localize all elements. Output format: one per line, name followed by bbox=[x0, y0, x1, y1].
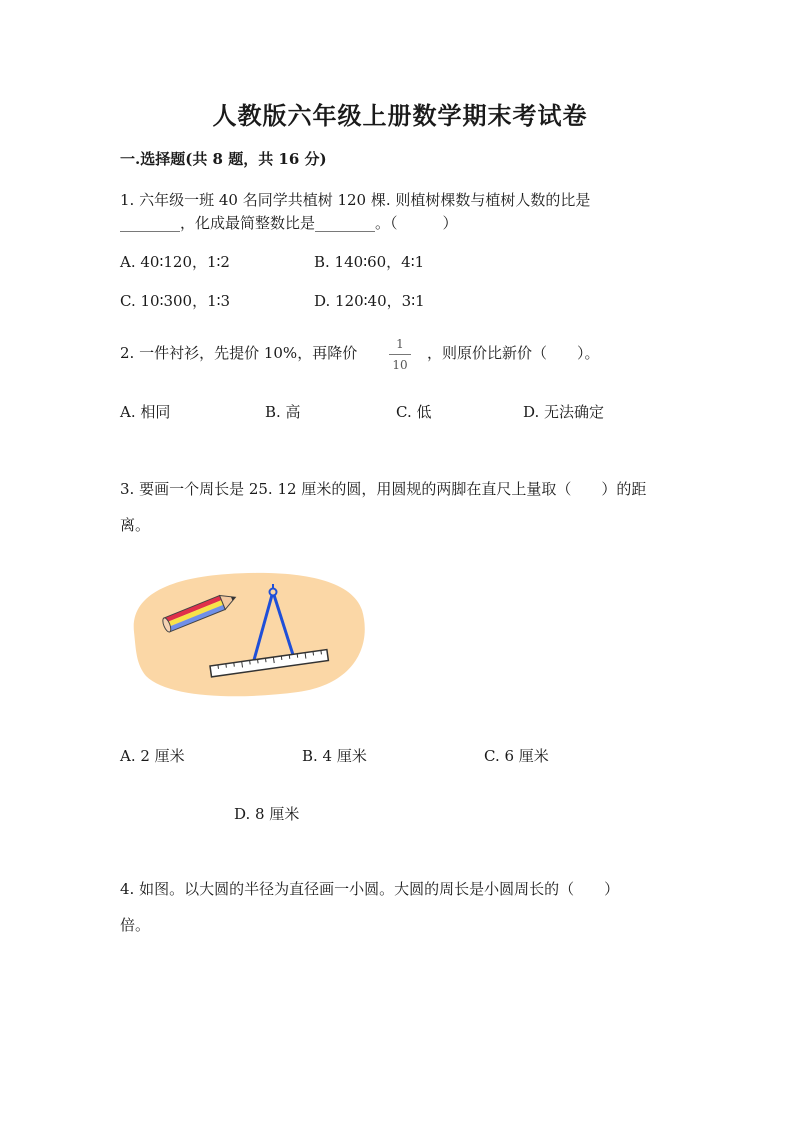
q3-option-d: D. 8 厘米 bbox=[234, 805, 300, 823]
figure-background-blob bbox=[134, 573, 365, 696]
question-1-text-cont: ________，化成最简整数比是________。（ ） bbox=[120, 214, 458, 232]
q3-option-c: C. 6 厘米 bbox=[484, 747, 549, 765]
q2-option-c: C. 低 bbox=[396, 403, 432, 421]
q2-option-b: B. 高 bbox=[265, 403, 301, 421]
question-4-text: 4. 如图。以大圆的半径为直径画一小圆。大圆的周长是小圆周长的（ ） bbox=[120, 880, 620, 898]
q1-option-a: A. 40∶120，1∶2 bbox=[120, 253, 230, 271]
fraction-bar bbox=[389, 354, 411, 355]
q1-option-d: D. 120∶40，3∶1 bbox=[314, 292, 425, 310]
q1-option-b: B. 140∶60，4∶1 bbox=[314, 253, 425, 271]
q3-option-b: B. 4 厘米 bbox=[302, 747, 367, 765]
section-heading: 一.选择题(共 8 题，共 16 分) bbox=[120, 150, 327, 168]
question-4-text-cont: 倍。 bbox=[120, 916, 151, 934]
q2-option-a: A. 相同 bbox=[120, 403, 171, 421]
fraction-numerator: 1 bbox=[396, 337, 404, 351]
page-title: 人教版六年级上册数学期末考试卷 bbox=[212, 101, 588, 130]
q2-option-d: D. 无法确定 bbox=[523, 403, 605, 421]
question-1-text: 1. 六年级一班 40 名同学共植树 120 棵. 则植树棵数与植树人数的比是 bbox=[120, 191, 591, 209]
question-2-text: 2. 一件衬衫，先提价 10%，再降价 bbox=[120, 344, 358, 362]
q1-option-c: C. 10∶300，1∶3 bbox=[120, 292, 231, 310]
fraction-one-tenth bbox=[387, 337, 413, 372]
question-3-text: 3. 要画一个周长是 25. 12 厘米的圆，用圆规的两脚在直尺上量取（ ）的距 bbox=[120, 480, 647, 498]
compass-ruler-pencil-figure bbox=[128, 566, 368, 698]
fraction-denominator: 10 bbox=[392, 358, 408, 372]
question-2-text-end: ，则原价比新价（ ）。 bbox=[427, 344, 600, 362]
q3-option-a: A. 2 厘米 bbox=[120, 747, 185, 765]
question-3-text-cont: 离。 bbox=[120, 516, 151, 534]
